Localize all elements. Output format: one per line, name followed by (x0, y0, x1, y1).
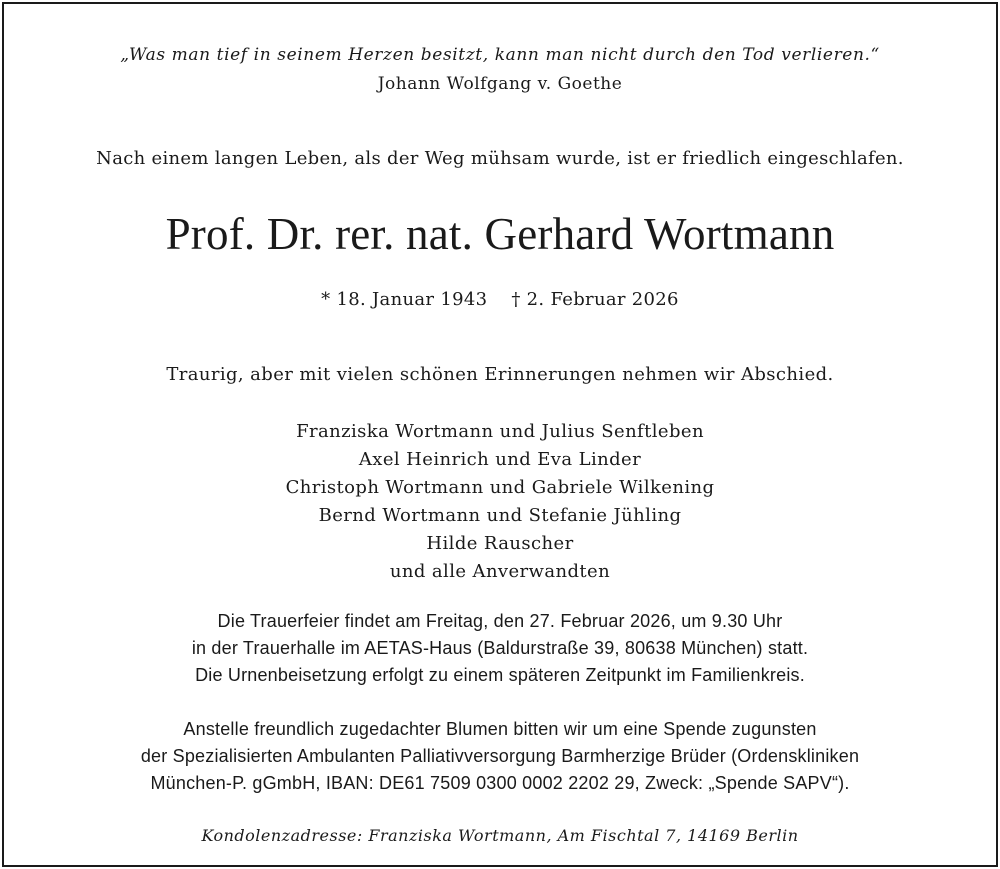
ceremony-info (0, 608, 1000, 689)
death-date: † 2. Februar 2026 (511, 289, 679, 310)
farewell-text: Traurig, aber mit vielen schönen Erinnerungen nehmen wir Abschied. (166, 364, 834, 385)
mourner-line: Hilde Rauscher (426, 533, 574, 554)
mourner-line: Axel Heinrich und Eva Linder (358, 449, 642, 470)
goethe-quote: „Was man tief in seinem Herzen besitzt, kann man nicht durch den Tod verlieren.“ (120, 45, 880, 65)
mourner-line: Franziska Wortmann und Julius Senftleben (296, 421, 704, 442)
donation-line: der Spezialisierten Ambulanten Palliativversorgung Barmherzige Brüder (Ordenskliniken (140, 746, 860, 766)
mourner-line: und alle Anverwandten (389, 561, 611, 582)
quote-author: Johann Wolfgang v. Goethe (377, 74, 623, 94)
ceremony-line: Die Urnenbeisetzung erfolgt zu einem späteren Zeitpunkt im Familienkreis. (195, 665, 805, 685)
donation-line: Anstelle freundlich zugedachter Blumen bitten wir um eine Spende zugunsten (183, 719, 817, 739)
deceased-name: Prof. Dr. rer. nat. Gerhard Wortmann (165, 209, 835, 259)
mourners-list (0, 418, 1000, 586)
birth-date: * 18. Januar 1943 (321, 289, 488, 310)
mourner-line: Bernd Wortmann und Stefanie Jühling (318, 505, 682, 526)
donation-info (0, 716, 1000, 797)
intro-text: Nach einem langen Leben, als der Weg mühsam wurde, ist er friedlich eingeschlafen. (96, 148, 904, 169)
life-dates (0, 289, 1000, 310)
ceremony-line: in der Trauerhalle im AETAS-Haus (Baldurstraße 39, 80638 München) statt. (191, 638, 809, 658)
mourner-line: Christoph Wortmann und Gabriele Wilkening (285, 477, 715, 498)
condolence-address: Kondolenzadresse: Franziska Wortmann, Am Fischtal 7, 14169 Berlin (201, 826, 799, 845)
ceremony-line: Die Trauerfeier findet am Freitag, den 27. Februar 2026, um 9.30 Uhr (217, 611, 783, 631)
donation-line: München-P. gGmbH, IBAN: DE61 7509 0300 0002 2202 29, Zweck: „Spende SAPV“). (150, 773, 850, 793)
